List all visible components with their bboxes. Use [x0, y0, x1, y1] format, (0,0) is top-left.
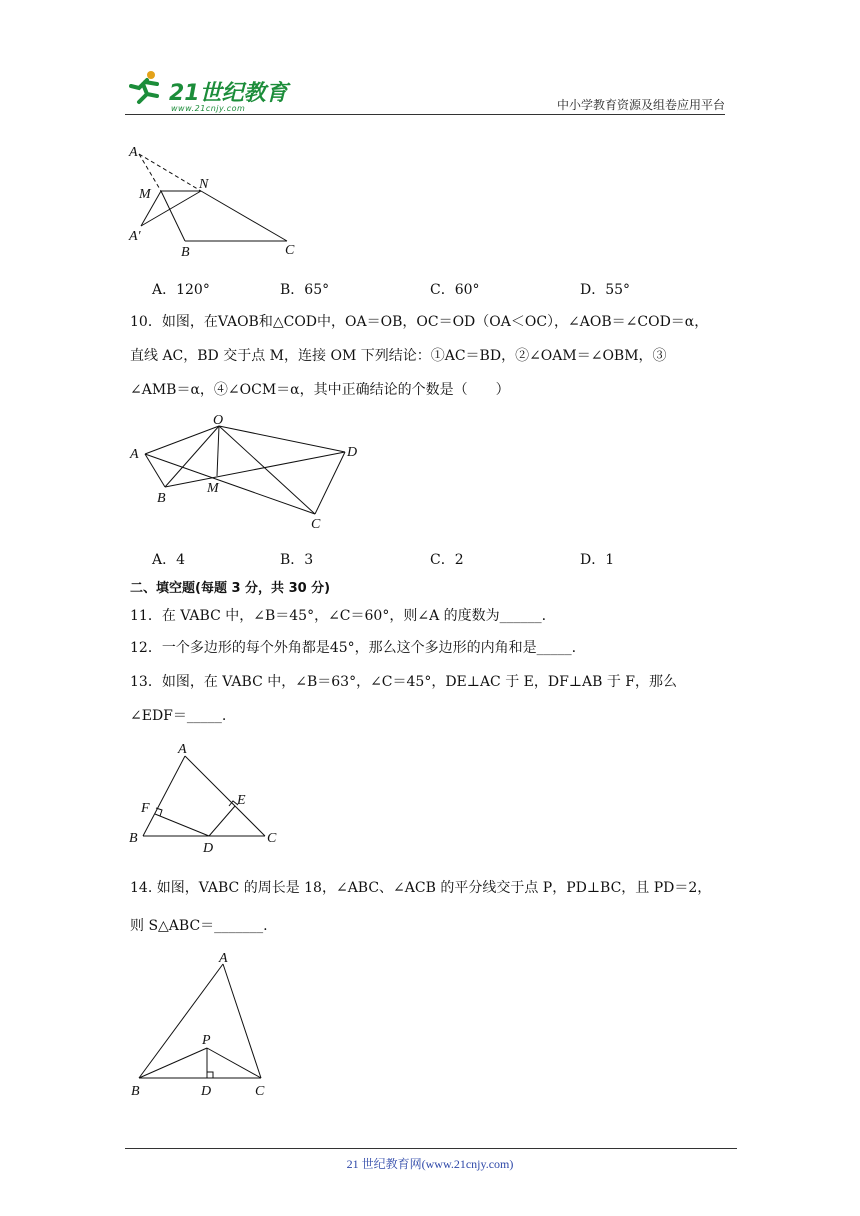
q9-figure: [125, 140, 305, 260]
q10-label-a: A: [130, 447, 139, 462]
q10-line2: 直线 AC，BD 交于点 M，连接 OM 下列结论：①AC＝BD，②∠OAM＝∠OBM，③: [130, 348, 667, 364]
q10-option-a: A．4: [152, 552, 186, 568]
q9-label-a-prime: A′: [129, 229, 141, 244]
q11-text: 11．在 VABC 中，∠B＝45°，∠C＝60°，则∠A 的度数为______.: [130, 608, 547, 624]
header-divider: [125, 114, 725, 115]
q13-label-e: E: [237, 793, 246, 808]
q13-label-a: A: [178, 742, 187, 757]
q10-line1: 10．如图，在VAOB和△COD中，OA＝OB，OC＝OD（OA＜OC），∠AOB＝∠COD＝α，: [130, 314, 709, 330]
q10-label-b: B: [157, 491, 166, 506]
header: [125, 68, 725, 120]
q14-figure: [125, 944, 285, 1104]
q14-line2: 则 S△ABC＝_______.: [130, 918, 268, 934]
q10-label-o: O: [213, 413, 224, 428]
q14-label-b: B: [131, 1084, 140, 1099]
q14-label-c: C: [255, 1084, 265, 1099]
q13-line1: 13．如图，在 VABC 中，∠B＝63°，∠C＝45°，DE⊥AC 于 E，DF⊥AB 于 F，那么: [130, 674, 678, 690]
q13-label-d: D: [203, 841, 214, 856]
q14-label-d: D: [201, 1084, 212, 1099]
q9-label-a: A: [129, 145, 138, 160]
q9-option-b: B．65°: [280, 282, 330, 298]
q12-text: 12．一个多边形的每个外角都是45°，那么这个多边形的内角和是_____.: [130, 640, 577, 656]
q13-label-f: F: [141, 801, 150, 816]
footer-text: 21 世纪教育网(www.21cnjy.com): [346, 1157, 514, 1171]
q9-label-m: M: [139, 187, 151, 202]
q9-option-c: C．60°: [430, 282, 480, 298]
q13-line2: ∠EDF＝_____.: [130, 708, 227, 724]
q10-label-m: M: [207, 481, 219, 496]
q14-label-a: A: [219, 951, 228, 966]
q10-option-b: B．3: [280, 552, 314, 568]
section-heading: 二、填空题(每题 3 分，共 30 分): [130, 581, 331, 596]
q10-label-c: C: [311, 517, 321, 532]
q9-label-n: N: [199, 177, 209, 192]
q9-option-d: D．55°: [580, 282, 631, 298]
logo-text: 21世纪教育: [169, 81, 288, 106]
q13-figure: [125, 738, 295, 858]
q10-label-d: D: [347, 445, 358, 460]
q10-option-d: D．1: [580, 552, 615, 568]
q14-label-p: P: [202, 1033, 211, 1048]
q10-option-c: C．2: [430, 552, 464, 568]
q9-label-c: C: [285, 243, 295, 258]
q14-line1: 14. 如图，VABC 的周长是 18，∠ABC、∠ACB 的平分线交于点 P，PD⊥BC，且 PD＝2，: [130, 880, 712, 896]
q10-line3: ∠AMB＝α，④∠OCM＝α，其中正确结论的个数是（ ）: [130, 382, 510, 398]
q10-figure: [125, 412, 375, 532]
footer-divider: [125, 1148, 737, 1149]
platform-title: 中小学教育资源及组卷应用平台: [556, 98, 725, 112]
q13-label-b: B: [129, 831, 138, 846]
logo-runner-icon: [125, 68, 165, 108]
q9-option-a: A．120°: [152, 282, 210, 298]
q13-label-c: C: [267, 831, 277, 846]
logo-url: www.21cnjy.com: [171, 104, 246, 113]
q9-label-b: B: [181, 245, 190, 260]
